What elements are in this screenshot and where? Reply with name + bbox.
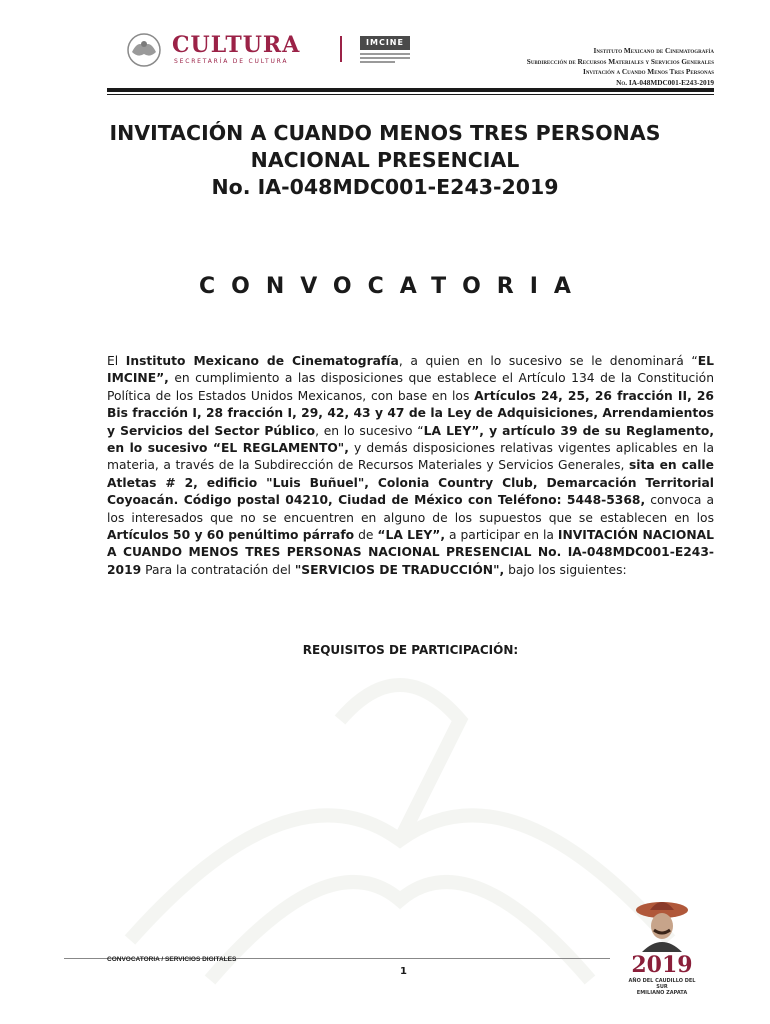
imcine-logo <box>360 36 412 66</box>
body-text: bajo los siguientes: <box>504 562 627 577</box>
body-bold: Instituto Mexicano de Cinematografía <box>125 354 399 368</box>
footer-label: CONVOCATORIA / SERVICIOS DIGITALES <box>107 956 237 963</box>
header-line-subdirection: Subdirección de Recursos Materiales y Servicios Generales <box>526 56 714 66</box>
eagle-watermark-icon <box>90 640 710 1000</box>
header-line-invitation: Invitación a Cuando Menos Tres Personas <box>582 67 714 77</box>
cultura-brand-sub: SECRETARÍA DE CULTURA <box>174 58 289 65</box>
body-text: , a quien en lo sucesivo se le denominará “ <box>398 354 698 368</box>
zapata-caption-line-2: EMILIANO ZAPATA <box>636 990 688 996</box>
body-text: , en lo sucesivo “ <box>315 423 424 438</box>
document-title <box>60 120 710 201</box>
title-line-3: No. IA-048MDC001-E243-2019 <box>211 175 559 199</box>
convocatoria-heading: CONVOCATORIA <box>199 274 587 299</box>
body-text: El <box>107 354 126 368</box>
zapata-year: 2019 <box>631 952 693 978</box>
body-bold: "SERVICIOS DE TRADUCCIÓN", <box>294 562 505 577</box>
title-line-1: INVITACIÓN A CUANDO MENOS TRES PERSONAS <box>109 121 661 145</box>
body-text: convoca a los interesados que no se encuentren en alguno de los supuestos que se establecen en los <box>107 493 715 525</box>
eagle-seal-icon <box>124 32 166 68</box>
zapata-2019-badge <box>624 896 700 996</box>
cultura-logo <box>124 30 334 70</box>
body-bold: LA LEY”, y artículo 39 de su Reglamento, en lo sucesivo “EL REGLAMENTO", <box>107 423 715 456</box>
body-text: de <box>354 528 378 543</box>
imcine-logo-mark: IMCINE <box>360 36 410 50</box>
imcine-logo-lines <box>360 53 410 65</box>
body-text: y demás disposiciones relativas vigentes aplicables en la materia, a través de la Subdirección de Recursos Materiales y Servicios Generales, <box>107 441 714 473</box>
body-bold: Artículos 50 y 60 penúltimo párrafo <box>107 528 355 543</box>
zapata-caption-line-1: AÑO DEL CAUDILLO DEL SUR <box>628 978 696 990</box>
body-bold: sita en calle Atletas # 2, edificio "Luis Buñuel", Colonia Country Club, Demarcación Territorial Coyoacán. Código postal 04210, Ciudad de México con Teléfono: 5448-5368, <box>107 458 714 508</box>
cultura-brand: CULTURA <box>172 32 301 58</box>
body-bold: “LA LEY”, <box>377 528 446 543</box>
header-line-number: No. IA-048MDC001-E243-2019 <box>616 77 714 87</box>
convocatoria-paragraph <box>107 353 714 579</box>
body-bold: Artículos 24, 25, 26 fracción II, 26 Bis fracción I, 28 fracción I, 29, 42, 43 y 47 de la Ley de Adquisiciones, Arrendamientos y Servicios del Sector Público <box>107 388 714 438</box>
body-text: en cumplimiento a las disposiciones que establece el Artículo 134 de la Constitución Política de los Estados Unidos Mexicanos, con base en los <box>107 371 714 403</box>
header-info <box>527 46 714 88</box>
page-header <box>0 0 770 100</box>
body-bold: INVITACIÓN NACIONAL A CUANDO MENOS TRES PERSONAS NACIONAL PRESENCIAL No. IA-048MDC001-E243-2019 <box>107 528 714 577</box>
body-text: Para la contratación del <box>141 562 295 577</box>
requirements-heading: REQUISITOS DE PARTICIPACIÓN: <box>302 643 519 657</box>
body-text: a participar en la <box>445 528 558 543</box>
page-number: 1 <box>400 966 407 977</box>
logo-divider <box>340 36 342 62</box>
zapata-portrait-icon <box>624 896 700 952</box>
header-rule-thick <box>107 88 714 92</box>
body-bold: EL IMCINE”, <box>107 354 714 386</box>
header-line-institute: Instituto Mexicano de Cinematografía <box>593 46 714 55</box>
title-line-2: NACIONAL PRESENCIAL <box>250 148 520 172</box>
zapata-caption <box>624 978 700 996</box>
header-rule-thin <box>107 94 714 95</box>
